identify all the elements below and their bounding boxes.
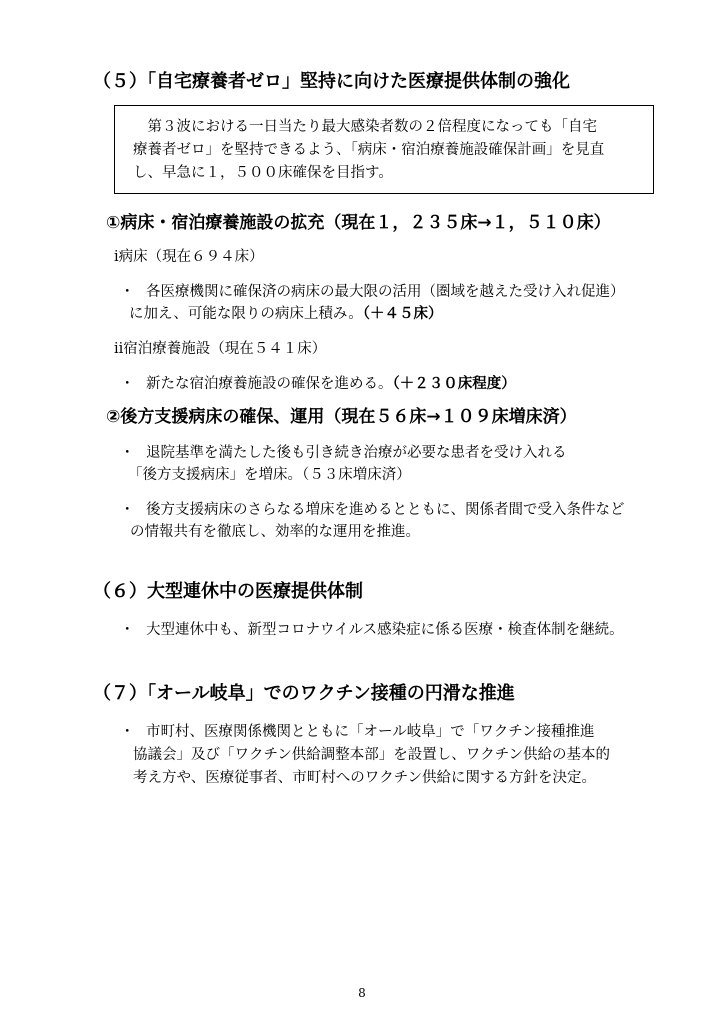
summary-line-1: 第３波における一日当たり最大感染者数の２倍程度になっても「自宅	[133, 119, 597, 135]
section-7-heading: （７）「オール岐阜」でのワクチン接種の円滑な推進	[93, 683, 515, 704]
bullet: ・	[120, 376, 135, 392]
rear-support-line-2: 「後方支援病床」を増床。（５３床増床済）	[128, 467, 411, 483]
rear-support-line-1: 退院基準を満たした後も引き続き治療が必要な患者を受け入れる	[146, 445, 567, 461]
section-5-heading: （５）「自宅療養者ゼロ」堅持に向けた医療提供体制の強化	[93, 71, 570, 92]
summary-line-2: 療養者ゼロ」を堅持できるよう、「病床・宿泊療養施設確保計画」を見直	[133, 142, 605, 158]
bullet: ・	[120, 502, 135, 518]
holiday-text: 大型連休中も、新型コロナウイルス感染症に係る医療・検査体制を継続。	[146, 622, 624, 638]
section-6-heading: （６）大型連休中の医療提供体制	[93, 581, 363, 602]
rear-support-line-3: 後方支援病床のさらなる増床を進めるとともに、関係者間で受入条件など	[146, 502, 625, 518]
summary-line-3: し、早急に１，５００床確保を目指す。	[133, 165, 393, 181]
lodging-text-main: 新たな宿泊療養施設の確保を進める。	[146, 376, 393, 392]
rear-support-line-4: の情報共有を徹底し、効率的な運用を推進。	[130, 524, 420, 540]
summary-box	[114, 105, 654, 194]
vaccine-line-1: 市町村、医療関係機関とともに「オール岐阜」で「ワクチン接種推進	[146, 724, 595, 740]
subsection-1-heading: ①病床・宿泊療養施設の拡充（現在１，２３５床→１，５１０床）	[106, 213, 611, 233]
vaccine-line-3: 考え方や、医療従事者、市町村へのワクチン供給に関する方針を決定。	[133, 770, 596, 786]
lodging-text	[146, 373, 516, 395]
beds-text: に加え、可能な限りの病床上積み。	[129, 306, 363, 322]
bullet: ・	[120, 724, 135, 740]
bullet: ・	[120, 284, 135, 300]
bullet: ・	[120, 622, 135, 638]
beds-text-line-1: 各医療機関に確保済の病床の最大限の活用（圏域を越えた受け入れ促進）	[146, 284, 625, 300]
page-number: 8	[358, 986, 366, 1000]
bullet: ・	[120, 445, 135, 461]
vaccine-line-2: 協議会」及び「ワクチン供給調整本部」を設置し、ワクチン供給の基本的	[133, 747, 611, 763]
beds-text-line-2	[129, 303, 443, 325]
lodging-increase: （＋２３０床程度）	[392, 376, 516, 392]
beds-increase: （＋４５床）	[362, 306, 443, 322]
lodging-label: ⅱ宿泊療養施設（現在５４１床）	[114, 341, 327, 357]
beds-label: ⅰ病床（現在６９４床）	[114, 249, 264, 265]
subsection-2-heading: ②後方支援病床の確保、運用（現在５６床→１０９床増床済）	[106, 407, 577, 427]
